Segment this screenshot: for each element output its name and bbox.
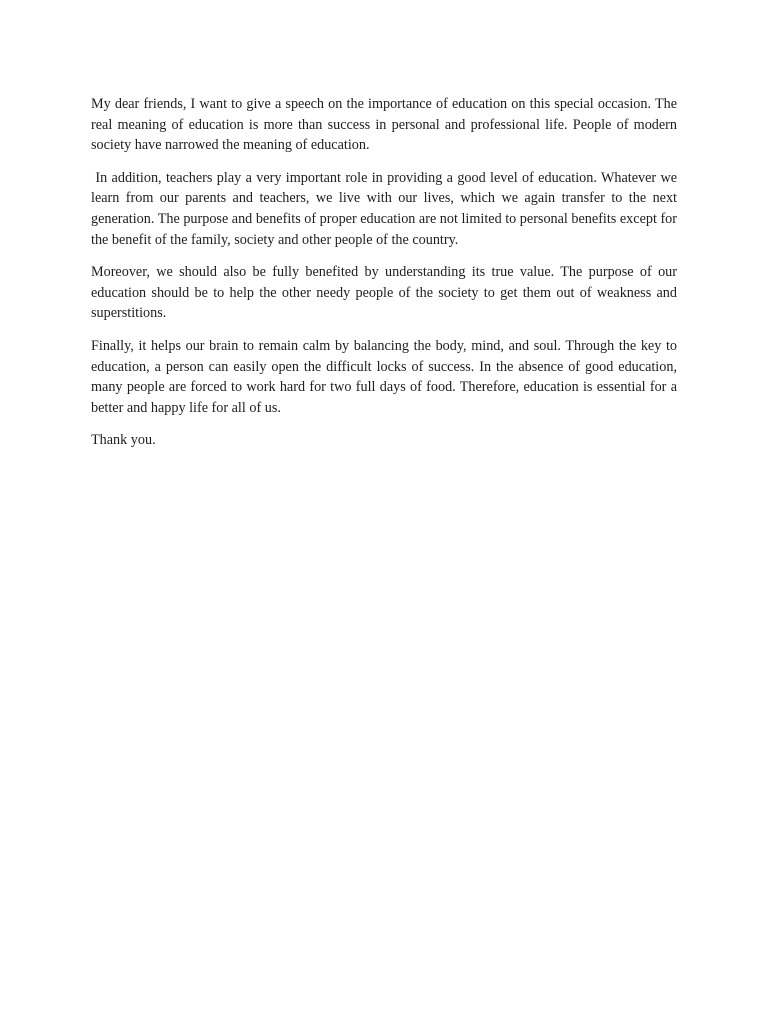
paragraph-true-value: Moreover, we should also be fully benefited by understanding its true value. The purpose of our education should be to help the other needy people of the society to get them out of weakness and superstitions. bbox=[91, 264, 677, 322]
paragraph-teachers-role: In addition, teachers play a very important role in providing a good level of education. Whatever we learn from our parents and teachers, we live with our lives, which we again transfer to the next generation. The purpose and benefits of proper education are not limited to personal benefits except for the benefit of the family, society and other people of the country. bbox=[91, 169, 681, 248]
paragraph-conclusion: Finally, it helps our brain to remain calm by balancing the body, mind, and soul. Through the key to education, a person can easily open the difficult locks of success. In the absence of good education, many people are forced to work hard for two full days of food. Therefore, education is essential for a better and happy life for all of us. bbox=[91, 337, 677, 416]
paragraph-introduction: My dear friends, I want to give a speech on the importance of education on this special occasion. The real meaning of education is more than success in personal and professional life. People of modern society have narrowed the meaning of education. bbox=[91, 96, 677, 154]
paragraph-thank-you: Thank you. bbox=[91, 432, 156, 449]
document-body bbox=[91, 94, 681, 463]
